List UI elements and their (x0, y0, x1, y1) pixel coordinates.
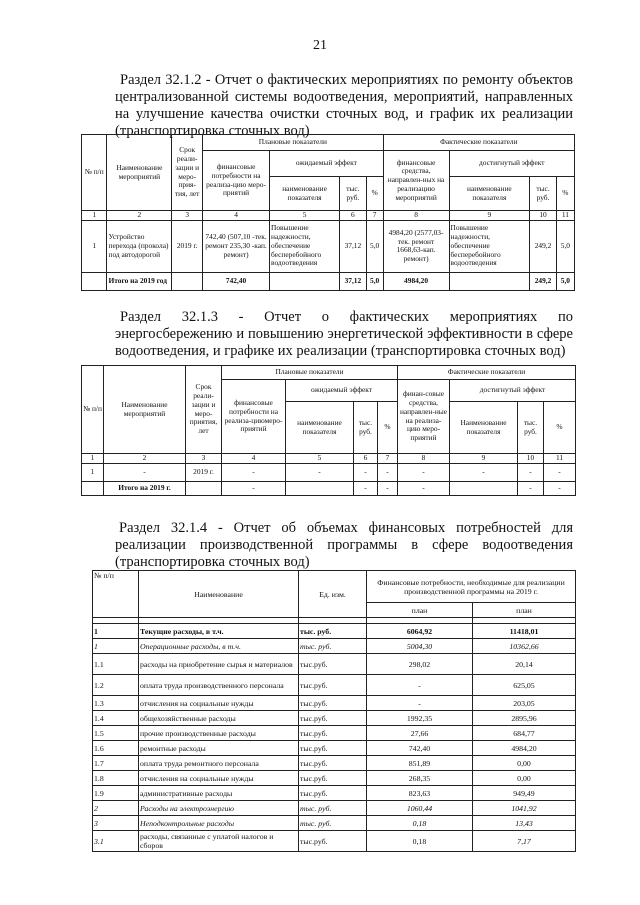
hdr-name: Наименование мероприятий (104, 366, 186, 454)
row-unit: тыс.руб. (299, 711, 367, 726)
row-num: 1 (93, 624, 139, 639)
col-number: 2 (107, 211, 172, 221)
page-number: 21 (313, 38, 327, 53)
hdr-pct: % (556, 177, 574, 211)
hdr-num: № п/п (82, 366, 104, 454)
row-term: 2019 г. (186, 463, 222, 481)
table-row (93, 816, 576, 831)
row-plan-2: 20,14 (473, 654, 576, 675)
row-ind-fact: Повышение надежности, обеспечение бесперебойного водоотведения (449, 220, 530, 272)
hdr-term: Срок реали-зации и меро-приятия, лет (186, 366, 222, 454)
row-plan-1: 1060,44 (367, 801, 473, 816)
table-row (82, 463, 576, 481)
cell-dash: - (544, 463, 576, 481)
row-plan-1: 27,66 (367, 726, 473, 741)
hdr-pct: % (378, 402, 398, 454)
table-row (93, 756, 576, 771)
row-unit: тыс. руб. (299, 816, 367, 831)
column-numbers-row (82, 454, 576, 464)
row-num: 1.7 (93, 756, 139, 771)
row-plan-1: 5004,30 (367, 639, 473, 654)
row-unit: тыс.руб. (299, 831, 367, 852)
row-plan-2: 949,49 (473, 786, 576, 801)
col-number: 5 (270, 211, 340, 221)
row-name: общехозяйственные расходы (139, 711, 299, 726)
row-unit: тыс.руб. (299, 654, 367, 675)
row-plan-1: - (367, 675, 473, 696)
table-repair-measures (81, 134, 575, 291)
col-number: 7 (366, 211, 383, 221)
hdr-plan: план (367, 603, 473, 618)
hdr-exp-effect: ожидаемый эффект (270, 151, 384, 177)
hdr-fin-plan: финансовые потребности на реализа-цию меро-приятий (203, 151, 270, 211)
hdr-exp-effect: ожидаемый эффект (286, 380, 398, 402)
hdr-plan: Плановые показатели (203, 135, 384, 151)
col-number: 9 (449, 211, 530, 221)
row-name: Операционные расходы, в т.ч. (139, 639, 299, 654)
row-num: 1 (93, 639, 139, 654)
row-plan-1: 1992,35 (367, 711, 473, 726)
row-num: 3.1 (93, 831, 139, 852)
row-fin-plan: 742,40 (507,10 -тек. ремонт 235,30 -кап. ремонт) (203, 220, 270, 272)
row-plan-1: 0,18 (367, 831, 473, 852)
total-fin-fact: 4984,20 (383, 272, 449, 290)
row-plan-1: 268,35 (367, 771, 473, 786)
cell-dash: - (518, 463, 544, 481)
total-tr-fact: 249,2 (530, 272, 557, 290)
row-unit: тыс.руб. (299, 771, 367, 786)
row-unit: тыс. руб. (299, 624, 367, 639)
table-row (93, 624, 576, 639)
col-number: 8 (383, 211, 449, 221)
hdr-fact: Фактические показатели (383, 135, 574, 151)
row-plan-2: 2895,96 (473, 711, 576, 726)
col-number: 3 (186, 454, 222, 464)
row-num: 1.5 (93, 726, 139, 741)
col-number: 4 (203, 211, 270, 221)
col-number: 10 (530, 211, 557, 221)
row-unit: тыс.руб. (299, 726, 367, 741)
table-row (93, 696, 576, 711)
row-plan-2: 13,43 (473, 816, 576, 831)
cell-dash: - (378, 481, 398, 495)
hdr-plan: план (473, 603, 576, 618)
hdr-ind-name: наименование показателя (270, 177, 340, 211)
hdr-fin-fact: финан-совые средства, направлен-ные на реализа-цию меро-приятий (398, 380, 450, 454)
row-num: 1.1 (93, 654, 139, 675)
hdr-ach-effect: достигнутый эффект (450, 380, 576, 402)
hdr-ind-name: Наименование показателя (450, 402, 518, 454)
col-number: 8 (398, 454, 450, 464)
col-number: 11 (556, 211, 574, 221)
col-number: 9 (450, 454, 518, 464)
table-row (93, 786, 576, 801)
row-num: 1.6 (93, 741, 139, 756)
column-numbers-row (82, 211, 575, 221)
row-name: оплата труда производственного персонала (139, 675, 299, 696)
hdr-pct: % (544, 402, 576, 454)
row-term: 2019 г. (172, 220, 203, 272)
table-row (93, 639, 576, 654)
row-num: 1 (82, 220, 107, 272)
hdr-pct: % (366, 177, 383, 211)
row-ind-plan: Повышение надежности, обеспечение бесперебойного водоотведения (270, 220, 340, 272)
col-number: 2 (104, 454, 186, 464)
table-row (93, 741, 576, 756)
row-num: 1 (82, 463, 104, 481)
cell-dash: - (222, 463, 286, 481)
row-name: Устройство перехода (прокола) под автодорогой (107, 220, 172, 272)
hdr-num: № п/п (93, 571, 139, 618)
row-plan-2: 4984,20 (473, 741, 576, 756)
row-plan-1: - (367, 696, 473, 711)
hdr-tr: тыс. руб. (518, 402, 544, 454)
row-name: - (104, 463, 186, 481)
hdr-unit: Ед. изм. (299, 571, 367, 618)
total-pct-fact: 5,0 (556, 272, 574, 290)
row-unit: тыс.руб. (299, 696, 367, 711)
table-financial-needs (92, 570, 576, 852)
row-plan-2: 0,00 (473, 771, 576, 786)
row-tr-fact: 249,2 (530, 220, 557, 272)
row-plan-2: 203,05 (473, 696, 576, 711)
table-row (93, 771, 576, 786)
hdr-tr: тыс. руб. (530, 177, 557, 211)
cell-dash: - (354, 463, 378, 481)
cell-dash: - (354, 481, 378, 495)
row-name: отчисления на социальные нужды (139, 771, 299, 786)
row-pct-fact: 5,0 (556, 220, 574, 272)
row-name: Неподконтрольные расходы (139, 816, 299, 831)
hdr-num: № п/п (82, 135, 107, 211)
row-plan-1: 0,18 (367, 816, 473, 831)
row-plan-1: 742,40 (367, 741, 473, 756)
row-plan-1: 6064,92 (367, 624, 473, 639)
total-row (82, 272, 575, 290)
row-num: 1.4 (93, 711, 139, 726)
hdr-name: Наименование мероприятий (107, 135, 172, 211)
col-number: 4 (222, 454, 286, 464)
cell-dash: - (286, 463, 354, 481)
row-plan-2: 1041,92 (473, 801, 576, 816)
row-num: 1.2 (93, 675, 139, 696)
section-heading-32-1-3: Раздел 32.1.3 - Отчет о фактических мероприятиях по энергосбережению и повышению энергетической эффективности в сфере водоотведения, и графике их реализации (транспортировка сточных вод) (115, 309, 573, 359)
row-num: 1.9 (93, 786, 139, 801)
table-row (93, 801, 576, 816)
col-number: 10 (518, 454, 544, 464)
row-name: административные расходы (139, 786, 299, 801)
section-heading-32-1-2: Раздел 32.1.2 - Отчет о фактических мероприятиях по ремонту объектов централизованной системы водоотведения, мероприятий, направленных на улучшение качества очистки сточных вод, и график их реализации (транспортировка сточных вод) (115, 72, 573, 139)
row-name: оплата труда ремонтного персонала (139, 756, 299, 771)
table-row (93, 654, 576, 675)
cell-dash: - (378, 463, 398, 481)
cell-dash: - (398, 463, 450, 481)
total-label: Итого на 2019 г. (104, 481, 186, 495)
row-name: прочие производственные расходы (139, 726, 299, 741)
row-num: 1.8 (93, 771, 139, 786)
row-plan-2: 625,05 (473, 675, 576, 696)
hdr-ach-effect: достигнутый эффект (449, 151, 575, 177)
col-number: 1 (82, 211, 107, 221)
col-number: 7 (378, 454, 398, 464)
row-num: 1.3 (93, 696, 139, 711)
total-tr-plan: 37,12 (340, 272, 367, 290)
hdr-fact: Фактические показатели (398, 366, 576, 380)
hdr-ind-name: наименование показателя (286, 402, 354, 454)
col-number: 6 (340, 211, 367, 221)
row-num: 3 (93, 816, 139, 831)
cell-dash: - (518, 481, 544, 495)
row-name: Текущие расходы, в т.ч. (139, 624, 299, 639)
row-name: Расходы на электроэнергию (139, 801, 299, 816)
cell-dash: - (222, 481, 286, 495)
row-pct-plan: 5,0 (366, 220, 383, 272)
cell-dash: - (544, 481, 576, 495)
row-plan-2: 684,77 (473, 726, 576, 741)
cell-dash: - (398, 481, 450, 495)
table-row (93, 726, 576, 741)
col-number: 1 (82, 454, 104, 464)
row-plan-2: 0,00 (473, 756, 576, 771)
col-number: 3 (172, 211, 203, 221)
row-plan-1: 823,63 (367, 786, 473, 801)
row-unit: тыс. руб. (299, 639, 367, 654)
row-unit: тыс.руб. (299, 786, 367, 801)
row-tr-plan: 37,12 (340, 220, 367, 272)
table-row (93, 675, 576, 696)
col-number: 11 (544, 454, 576, 464)
total-label: Итого на 2019 год (107, 272, 172, 290)
hdr-fin-plan: финансовые потребности на реализа-циюмеро-приятий (222, 380, 286, 454)
table-energy-saving (81, 365, 576, 496)
total-pct-plan: 5,0 (366, 272, 383, 290)
row-plan-2: 7,17 (473, 831, 576, 852)
row-unit: тыс. руб. (299, 801, 367, 816)
hdr-fin-needs: Финансовые потребности, необходимые для реализации производственной программы на 2019 г. (367, 571, 576, 603)
row-plan-2: 11418,01 (473, 624, 576, 639)
row-plan-1: 298,02 (367, 654, 473, 675)
row-unit: тыс.руб. (299, 675, 367, 696)
total-fin-plan: 742,40 (203, 272, 270, 290)
total-row (82, 481, 576, 495)
cell-dash: - (450, 463, 518, 481)
row-unit: тыс.руб. (299, 756, 367, 771)
col-number: 5 (286, 454, 354, 464)
table-row (82, 220, 575, 272)
hdr-fin-fact: финансовые средства, направлен-ных на реализацию мероприятий (383, 151, 449, 211)
hdr-tr: тыс. руб. (354, 402, 378, 454)
col-number: 6 (354, 454, 378, 464)
row-plan-1: 851,89 (367, 756, 473, 771)
table-row (93, 711, 576, 726)
row-name: отчисления на социальные нужды (139, 696, 299, 711)
row-plan-2: 10362,66 (473, 639, 576, 654)
hdr-term: Срок реали-зации и меро-прия-тия, лет (172, 135, 203, 211)
row-num: 2 (93, 801, 139, 816)
row-name: расходы на приобретение сырья и материалов (139, 654, 299, 675)
hdr-name: Наименование (139, 571, 299, 618)
row-name: ремонтные расходы (139, 741, 299, 756)
table-row (93, 831, 576, 852)
hdr-ind-name: наименование показателя (449, 177, 530, 211)
hdr-plan: Плановые показатели (222, 366, 398, 380)
section-heading-32-1-4: Раздел 32.1.4 - Отчет об объемах финансовых потребностей для реализации производственной программы в сфере водоотведения (транспортировка сточных вод) (115, 520, 573, 570)
row-unit: тыс.руб. (299, 741, 367, 756)
row-name: расходы, связанные с уплатой налогов и сборов (139, 831, 299, 852)
row-fin-fact: 4984,20 (2577,03-тек. ремонт 1668,63-кап. ремонт) (383, 220, 449, 272)
hdr-tr: тыс. руб. (340, 177, 367, 211)
